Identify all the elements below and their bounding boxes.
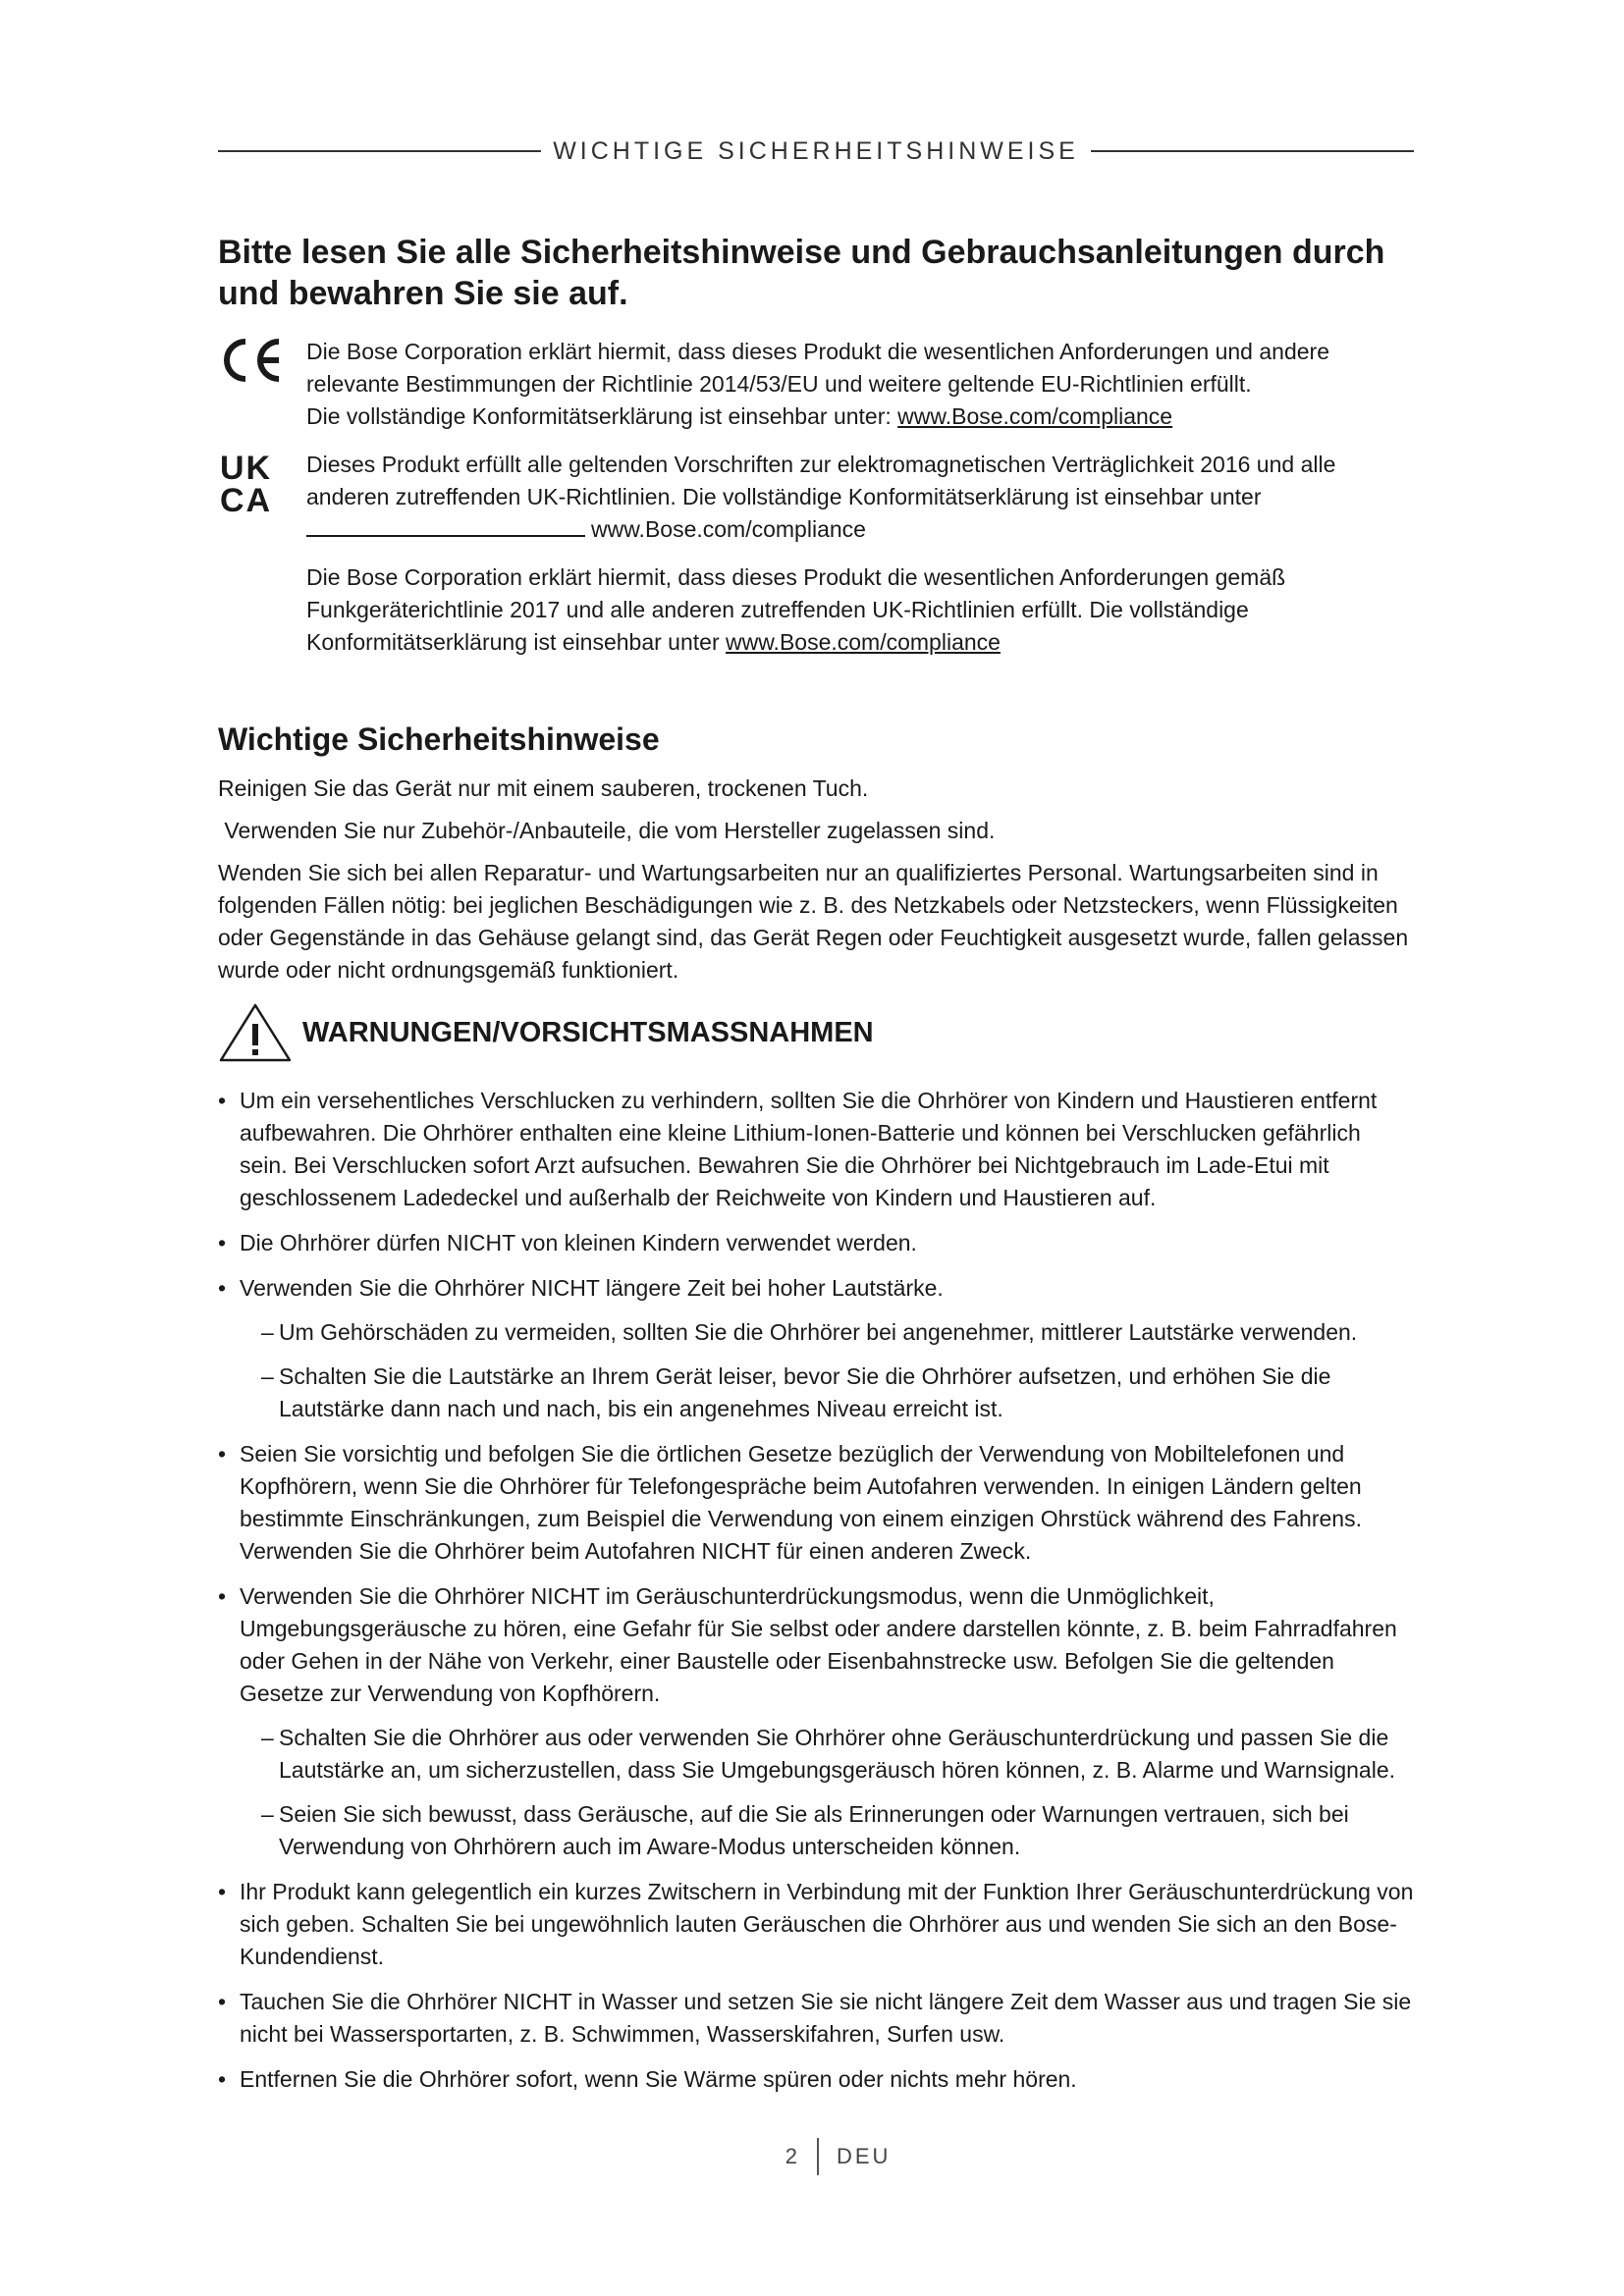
list-item-text: Seien Sie vorsichtig und befolgen Sie die örtlichen Gesetze bezüglich der Verwendung von Mobiltelefonen und Kopfhörern, wenn Sie die Ohrhörer für Telefongespräche beim Autofahren verwenden. In einigen Ländern gelten bestimmte Einschränkungen, zum Beispiel die Verwendung von einem einzigen Ohrstück während des Fahrens. Verwenden Sie die Ohrhörer beim Autofahren NICHT für einen anderen Zweck.: [240, 1441, 1362, 1564]
intro-heading: Bitte lesen Sie alle Sicherheitshinweise und Gebrauchsanleitungen durch und bewahren Sie sie auf.: [218, 234, 1385, 312]
ce-mark-text: CE: [218, 338, 220, 339]
safety-paragraph-1: Reinigen Sie das Gerät nur mit einem sauberen, trockenen Tuch.: [218, 775, 869, 801]
list-item: [218, 1876, 1414, 1973]
sub-list-item: [240, 1722, 1414, 1787]
ukca-text-1: Dieses Produkt erfüllt alle geltenden Vorschriften zur elektromagnetischen Verträglichkeit 2016 und alle anderen zutreffenden UK-Richtlinien. Die vollständige Konformitätserklärung ist einsehbar unter: [306, 452, 1336, 509]
dash: –: [261, 1363, 274, 1389]
list-item-text: Um ein versehentliches Verschlucken zu verhindern, sollten Sie die Ohrhörer von Kindern und Haustieren entfernt aufbewahren. Die Ohrhörer enthalten eine kleine Lithium-Ionen-Batterie und können bei Verschlucken gefährlich sein. Bei Verschlucken sofort Arzt aufsuchen. Bewahren Sie die Ohrhörer bei Nichtgebrauch im Lade-Etui mit geschlossenem Ladedeckel und außerhalb der Reichweite von Kindern und Haustieren auf.: [240, 1088, 1378, 1210]
warnings-heading: WARNUNGEN/VORSICHTSMASSNAHMEN: [302, 1016, 874, 1048]
sub-list-item: [240, 1361, 1414, 1425]
bullet: •: [218, 1088, 227, 1113]
list-item: [218, 1272, 1414, 1425]
radio-text: Die Bose Corporation erklärt hiermit, dass dieses Produkt die wesentlichen Anforderungen gemäß Funkgeräterichtlinie 2017 und alle anderen zutreffenden UK-Richtlinien erfüllt. Die vollständige Konformitätserklärung ist einsehbar unter: [306, 564, 1286, 655]
safety-heading: Wichtige Sicherheitshinweise: [218, 721, 660, 757]
list-item-text: Entfernen Sie die Ohrhörer sofort, wenn Sie Wärme spüren oder nichts mehr hören.: [240, 2066, 1077, 2092]
ukca-mark-line2: CA: [220, 482, 273, 513]
ce-text-2-line: [306, 400, 1414, 433]
radio-compliance-link[interactable]: www.Bose.com/compliance: [726, 629, 1001, 655]
sub-list-item: [240, 1316, 1414, 1349]
ukca-mark-icon: [218, 451, 287, 513]
dash: –: [261, 1801, 274, 1827]
ukca-compliance-block: [218, 449, 1414, 546]
header-rule-right: [1091, 150, 1414, 152]
ce-text-2: Die vollständige Konformitätserklärung ist einsehbar unter:: [306, 403, 898, 429]
bullet: •: [218, 1879, 227, 1904]
footer-divider: [817, 2138, 819, 2175]
sub-item-text: Um Gehörschäden zu vermeiden, sollten Sie die Ohrhörer bei angenehmer, mittlerer Lautstärke verwenden.: [279, 1319, 1358, 1345]
dash: –: [261, 1319, 274, 1345]
ce-text-1: Die Bose Corporation erklärt hiermit, dass dieses Produkt die wesentlichen Anforderungen und andere relevante Bestimmungen der Richtlinie 2014/53/EU und weitere geltende EU-Richtlinien erfüllt.: [306, 339, 1329, 397]
bullet: •: [218, 1230, 227, 1255]
bullet: •: [218, 1989, 227, 2014]
safety-paragraph-2: Verwenden Sie nur Zubehör-/Anbauteile, die vom Hersteller zugelassen sind.: [218, 818, 996, 843]
page-header: [218, 133, 1414, 169]
ce-compliance-block: [218, 336, 1414, 433]
header-rule-left: [218, 150, 541, 152]
safety-paragraph-3: Wenden Sie sich bei allen Reparatur- und Wartungsarbeiten nur an qualifiziertes Personal. Wartungsarbeiten sind in folgenden Fällen nötig: bei jeglichen Beschädigungen wie z. B. des Netzkabels oder Netzsteckers, wenn Flüssigkeiten oder Gegenstände in das Gehäuse gelangt sind, das Gerät Regen oder Feuchtigkeit ausgesetzt wurde, fallen gelassen wurde oder nicht ordnungsgemäß funktioniert.: [218, 860, 1409, 983]
ce-compliance-link[interactable]: www.Bose.com/compliance: [897, 403, 1173, 429]
warnings-list: [218, 1085, 1414, 2096]
radio-compliance-block: [218, 561, 1414, 659]
list-item-text: Ihr Produkt kann gelegentlich ein kurzes Zwitschern in Verbindung mit der Funktion Ihrer Geräuschunterdrückung von sich geben. Schalten Sie bei ungewöhnlich lauten Geräuschen die Ohrhörer aus und wenden Sie sich an den Bose-Kundendienst.: [240, 1879, 1414, 1969]
list-item: [218, 1438, 1414, 1568]
ukca-link-line: [306, 513, 1414, 546]
list-item: [218, 2063, 1414, 2096]
sub-item-text: Schalten Sie die Ohrhörer aus oder verwenden Sie Ohrhörer ohne Geräuschunterdrückung und passen Sie die Lautstärke an, um sicherzustellen, dass Sie Umgebungsgeräusch hören können, z. B. Alarme und Warnsignale.: [279, 1725, 1395, 1783]
language-code: DEU: [837, 2144, 892, 2168]
warning-triangle-icon: [218, 1002, 293, 1063]
warnings-heading-row: [218, 1000, 1414, 1065]
bullet: •: [218, 2066, 227, 2092]
list-item-text: Verwenden Sie die Ohrhörer NICHT im Geräuschunterdrückungsmodus, wenn die Unmöglichkeit, Umgebungsgeräusche zu hören, eine Gefahr für Sie selbst oder andere darstellen könnte, z. B. beim Fahrradfahren oder Gehen in der Nähe von Verkehr, einer Baustelle oder Eisenbahnstrecke usw. Befolgen Sie die geltenden Gesetze zur Verwendung von Kopfhörern.: [240, 1583, 1397, 1706]
ukca-mark-line1: UK: [220, 451, 273, 487]
page-footer: [0, 2138, 1624, 2177]
list-item-text: Die Ohrhörer dürfen NICHT von kleinen Kindern verwendet werden.: [240, 1230, 917, 1255]
list-item: [218, 1085, 1414, 1214]
sub-item-text: Schalten Sie die Lautstärke an Ihrem Gerät leiser, bevor Sie die Ohrhörer aufsetzen, und erhöhen Sie die Lautstärke dann nach und nach, bis ein angenehmes Niveau erreicht ist.: [279, 1363, 1331, 1421]
list-item-text: Verwenden Sie die Ohrhörer NICHT längere Zeit bei hoher Lautstärke.: [240, 1275, 944, 1301]
header-title: WICHTIGE SICHERHEITSHINWEISE: [553, 136, 1079, 165]
blank-underline: [306, 515, 585, 537]
bullet: •: [218, 1441, 227, 1467]
sub-list-item: [240, 1798, 1414, 1863]
bullet: •: [218, 1275, 227, 1301]
list-item-text: Tauchen Sie die Ohrhörer NICHT in Wasser und setzen Sie sie nicht längere Zeit dem Wasser aus und tragen Sie sie nicht bei Wassersportarten, z. B. Schwimmen, Wasserskifahren, Surfen usw.: [240, 1989, 1412, 2047]
sub-item-text: Seien Sie sich bewusst, dass Geräusche, auf die Sie als Erinnerungen oder Warnungen vertrauen, sich bei Verwendung von Ohrhörern auch im Aware-Modus unterscheiden können.: [279, 1801, 1349, 1859]
ukca-compliance-link[interactable]: www.Bose.com/compliance: [591, 516, 866, 542]
page-content: [218, 232, 1414, 2109]
ce-mark-icon: [218, 338, 287, 383]
bullet: •: [218, 1583, 227, 1609]
dash: –: [261, 1725, 274, 1750]
list-item: [218, 1986, 1414, 2051]
list-item: [218, 1227, 1414, 1259]
page-number: 2: [785, 2144, 797, 2168]
list-item: [218, 1580, 1414, 1863]
